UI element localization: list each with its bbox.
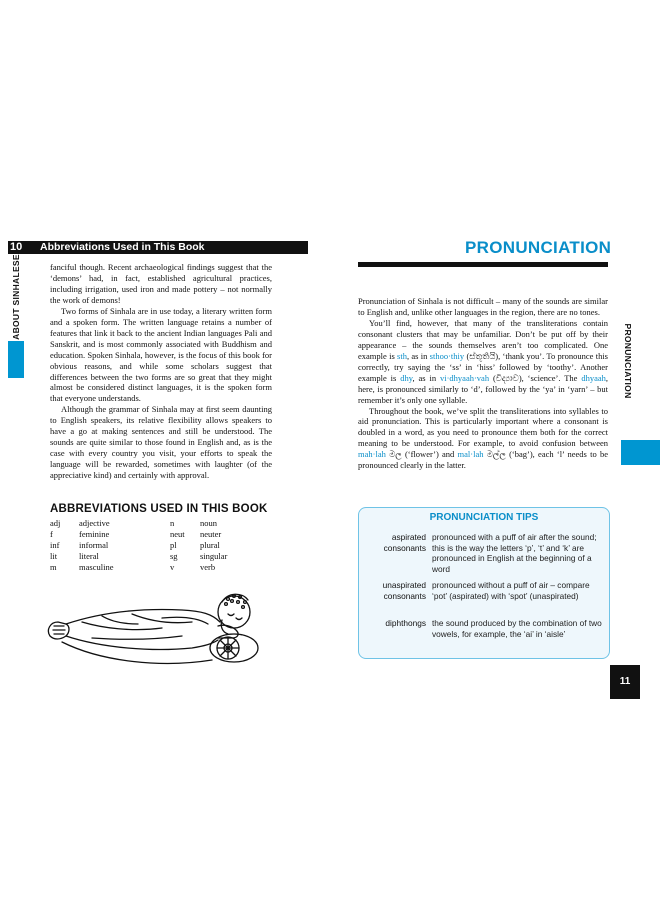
- abbr-cell: sg: [170, 551, 178, 561]
- tip-term: aspirated consonants: [383, 532, 426, 553]
- body-text-left: [50, 262, 272, 481]
- text-run: , as in: [412, 372, 440, 383]
- reclining-buddha-illustration: [42, 578, 272, 676]
- text-run: You’ll find, however, that many of the transliterations contain consonant clusters that may be unfamiliar. Don’t be put off by their appearance – the sounds themselves aren’t too complicated. One example is: [358, 317, 608, 361]
- transliteration: vi·dhyaah·vah: [439, 372, 490, 383]
- title-rule: [358, 262, 608, 267]
- tip-definition: the sound produced by the combination of two vowels, for example, the ‘ai’ in ‘aisle’: [432, 618, 602, 639]
- table-row: [50, 529, 290, 540]
- text-run: (විද්‍යාව), ‘science’. The: [489, 372, 582, 383]
- meaning-cell: neuter: [200, 529, 222, 539]
- section-tab-pronunciation: PRONUNCIATION: [623, 323, 633, 399]
- body-text-right: [358, 296, 608, 471]
- text-run: මල (‘flower’) and: [385, 449, 458, 460]
- abbr-cell: f: [50, 529, 53, 539]
- meaning-cell: singular: [200, 551, 228, 561]
- abbr-cell: m: [50, 562, 57, 572]
- text-run: , here, is pronounced similarly to ‘d’, followed by the ‘ya’ in ‘yarn’ – but remember it’s only one syllable.: [358, 372, 608, 405]
- paragraph: Pronunciation of Sinhala is not difficult – many of the sounds are similar to English and, unlike other languages in the region, there are no tones.: [358, 296, 608, 317]
- abbr-cell: v: [170, 562, 175, 572]
- page-title: PRONUNCIATION: [465, 238, 612, 257]
- text-run: , as in: [406, 350, 430, 361]
- transliteration: dhyaah: [581, 372, 606, 383]
- abbreviations-table: [50, 518, 290, 573]
- tip-definition: pronounced without a puff of air – compare ‘pot’ (aspirated) with ‘spot’ (unaspirated): [432, 580, 590, 601]
- paragraph: Two forms of Sinhala are in use today, a literary written form and a spoken form. The written language retains a number of features that link it back to the ancient Indian languages Pali and Sanskrit, and is most commonly associated with Buddhism and education. Spoken Sinhala, however, is the focus of this book for obvious reasons, and while some scholars suggest that differences between the two forms are so great that they might almost be considered distinct languages, it is the spoken form that everyone understands.: [50, 305, 272, 404]
- meaning-cell: adjective: [79, 518, 110, 528]
- paragraph: Although the grammar of Sinhala may at first seem daunting to English speakers, its relative flexibility allows speakers to have a go at making sentences and still be understood. The sounds are quite similar to those found in English and, as is the case with every country you visit, your efforts to speak the language will be rewarded, sometimes with laughter (of the appreciative kind) and certainly with approval.: [50, 404, 272, 481]
- transliteration: sthoo·thiy: [429, 350, 465, 361]
- table-row: [50, 562, 290, 573]
- tip-definition: pronounced with a puff of air after the sound; this is the way the letters ‘p’, ‘t’ and ‘k’ are pronounced in English at the beginning of a word: [432, 532, 597, 574]
- page-number-left: 10: [10, 241, 23, 253]
- abbreviations-heading: ABBREVIATIONS USED IN THIS BOOK: [50, 503, 268, 515]
- text-run: මල්ල (‘bag’), each ‘l’ needs to be pronounced clearly in the latter.: [358, 449, 608, 471]
- transliteration: sth: [397, 350, 407, 361]
- tip-term: unaspirated consonants: [382, 580, 426, 601]
- transliteration: dhy: [400, 372, 413, 383]
- transliteration: mah·lah: [358, 449, 386, 460]
- abbr-cell: adj: [50, 518, 61, 528]
- abbr-cell: neut: [170, 529, 185, 539]
- text-run: (ස්තූතියි), ‘thank you’. To pronounce this correctly, try saying the ‘ss’ in ‘hiss’ followed by ‘toothy’. Another example is: [358, 350, 608, 383]
- page-number-right: 11: [619, 676, 631, 687]
- tips-title: PRONUNCIATION TIPS: [429, 512, 539, 523]
- meaning-cell: masculine: [79, 562, 114, 572]
- meaning-cell: literal: [79, 551, 99, 561]
- abbr-cell: inf: [50, 540, 60, 550]
- text-run: Throughout the book, we’ve split the transliterations into syllables to aid pronunciation. This is particularly important where a consonant is doubled in a word, as you need to pronounce them both for the correct meaning to be understood. For example, to avoid confusion between: [358, 405, 608, 449]
- meaning-cell: noun: [200, 518, 217, 528]
- paragraph: [358, 406, 608, 472]
- meaning-cell: informal: [79, 540, 109, 550]
- running-header-title: Abbreviations Used in This Book: [40, 241, 205, 253]
- paragraph: [358, 318, 608, 406]
- transliteration: mal·lah: [457, 449, 484, 460]
- section-tab-about-sinhalese: ABOUT SINHALESE: [11, 254, 21, 340]
- table-row: [50, 551, 290, 562]
- meaning-cell: plural: [200, 540, 220, 550]
- table-row: [50, 518, 290, 529]
- paragraph: fanciful though. Recent archaeological findings suggest that the ‘demons’ had, in fact, established agricultural practices, including irrigation, used iron and made pottery – not normally the work of demons!: [50, 262, 272, 305]
- section-tab-marker: [8, 341, 24, 378]
- table-row: [50, 540, 290, 551]
- tip-term: diphthongs: [385, 618, 426, 628]
- abbr-cell: n: [170, 518, 175, 528]
- abbr-cell: pl: [170, 540, 177, 550]
- meaning-cell: verb: [200, 562, 216, 572]
- abbr-cell: lit: [50, 551, 58, 561]
- section-tab-marker: [621, 440, 660, 465]
- meaning-cell: feminine: [79, 529, 110, 539]
